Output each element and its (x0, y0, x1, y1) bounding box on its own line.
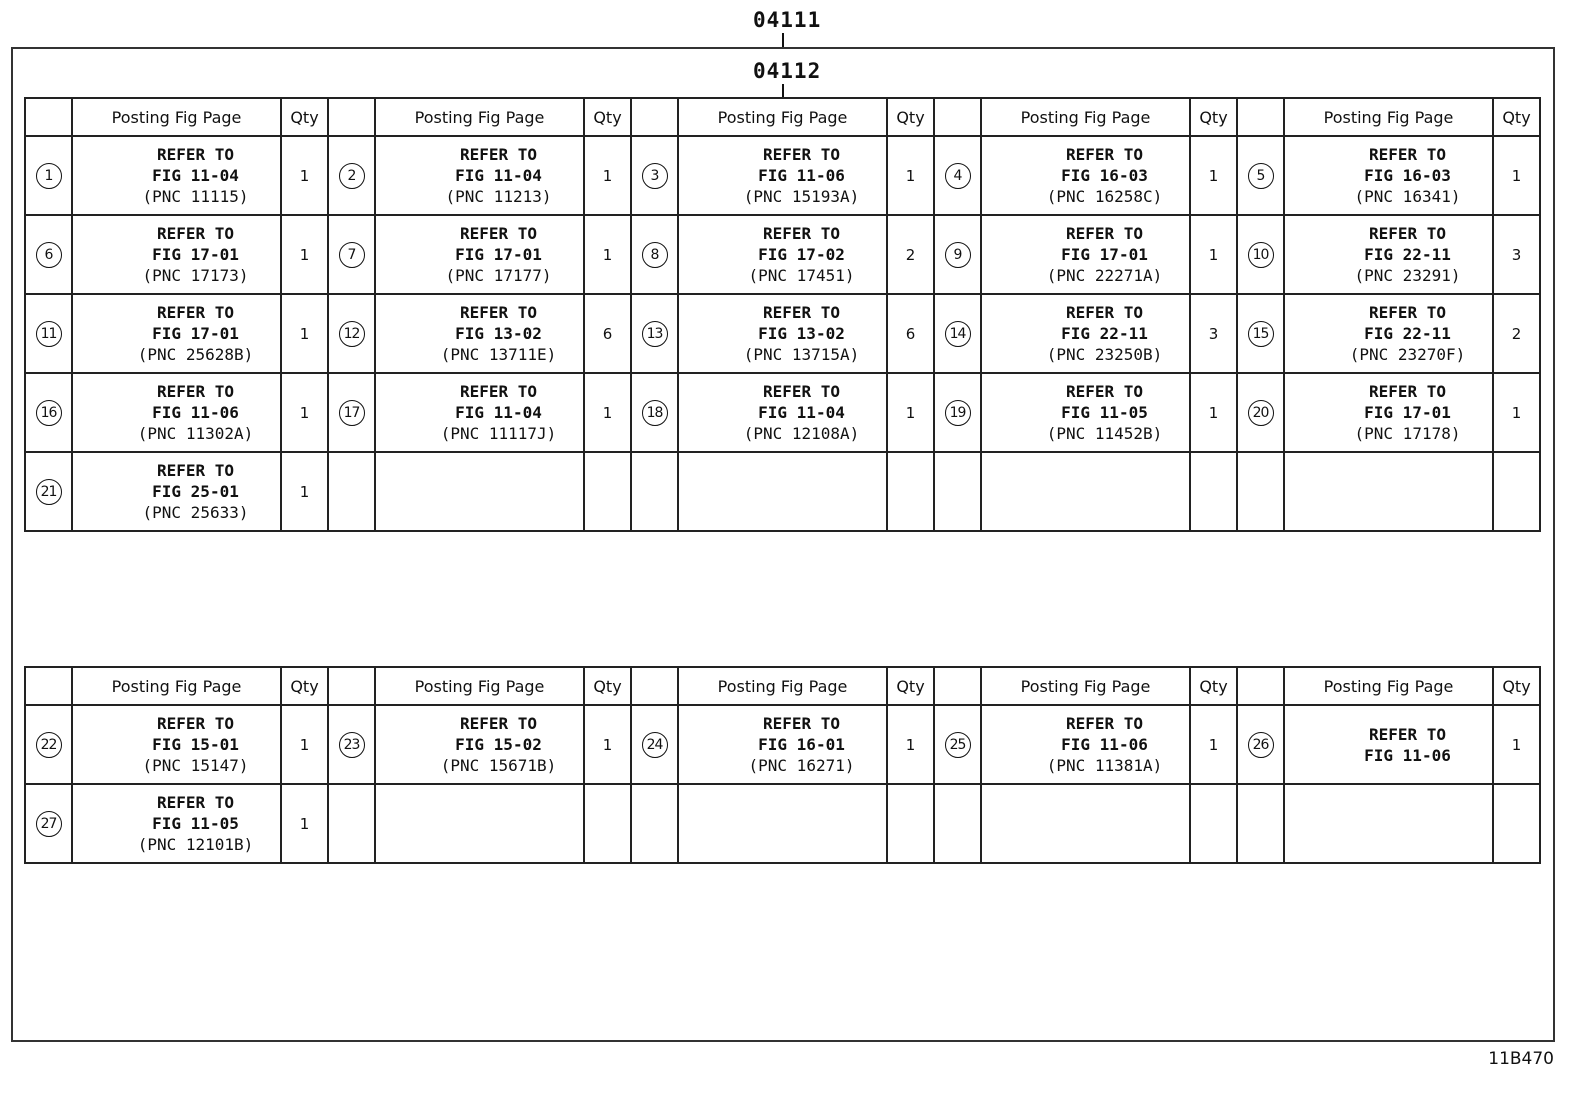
header-qty: Qty (281, 98, 328, 136)
fig-ref-text: FIG 11-06 (152, 403, 239, 422)
item-number-cell (1237, 215, 1284, 294)
qty-value: 1 (1511, 403, 1522, 422)
pnc-text: (PNC 15671B) (440, 756, 557, 775)
item-number-badge: 25 (945, 732, 971, 758)
fig-ref-text: FIG 22-11 (1364, 245, 1451, 264)
refer-to-text: REFER TO (459, 303, 538, 322)
item-number-cell (631, 215, 678, 294)
table-row (25, 452, 1540, 531)
pnc-text: (PNC 25633) (142, 503, 249, 522)
qty-value: 1 (1208, 166, 1219, 185)
qty-value: 1 (299, 166, 310, 185)
header-qty: Qty (1493, 667, 1540, 705)
item-number-badge: 14 (945, 321, 971, 347)
item-number-badge: 17 (339, 400, 365, 426)
qty-cell (584, 452, 631, 531)
qty-cell (584, 373, 631, 452)
item-number-cell (25, 452, 72, 531)
pnc-text: (PNC 23250B) (1046, 345, 1163, 364)
refer-to-text: REFER TO (156, 145, 235, 164)
qty-value: 1 (299, 324, 310, 343)
qty-value: 1 (299, 245, 310, 264)
header-fig: Posting Fig Page (1284, 98, 1493, 136)
posting-fig-cell (72, 136, 281, 215)
item-number-cell (934, 136, 981, 215)
posting-fig-cell (375, 452, 584, 531)
qty-value: 1 (1208, 735, 1219, 754)
posting-fig-cell (981, 452, 1190, 531)
item-number-cell (1237, 373, 1284, 452)
fig-ref-text: FIG 17-01 (1364, 403, 1451, 422)
fig-ref-text: FIG 11-04 (152, 166, 239, 185)
refer-to-text: REFER TO (156, 224, 235, 243)
pnc-text: (PNC 11213) (445, 187, 552, 206)
item-number-cell (25, 373, 72, 452)
item-number-cell (328, 373, 375, 452)
table-row (25, 373, 1540, 452)
posting-fig-cell (1284, 705, 1493, 784)
qty-cell (1190, 452, 1237, 531)
posting-fig-cell (375, 215, 584, 294)
posting-fig-cell (72, 452, 281, 531)
pnc-text: (PNC 16271) (748, 756, 855, 775)
fig-ref-text: FIG 17-01 (1061, 245, 1148, 264)
refer-to-text: REFER TO (762, 145, 841, 164)
header-fig: Posting Fig Page (72, 98, 281, 136)
item-number-badge: 5 (1248, 163, 1274, 189)
qty-value: 6 (905, 324, 916, 343)
qty-cell (1190, 215, 1237, 294)
item-number-badge: 8 (642, 242, 668, 268)
fig-ref-text: FIG 13-02 (455, 324, 542, 343)
item-number-cell (631, 373, 678, 452)
item-number-badge: 7 (339, 242, 365, 268)
posting-fig-cell (72, 215, 281, 294)
qty-cell (281, 452, 328, 531)
header-num-cell (631, 667, 678, 705)
pnc-text: (PNC 12108A) (743, 424, 860, 443)
item-number-badge: 9 (945, 242, 971, 268)
header-fig: Posting Fig Page (678, 667, 887, 705)
posting-fig-cell (678, 294, 887, 373)
item-number-cell (25, 215, 72, 294)
pnc-text: (PNC 11115) (142, 187, 249, 206)
qty-cell (1493, 784, 1540, 863)
item-number-cell (1237, 705, 1284, 784)
fig-ref-text: FIG 11-06 (1061, 735, 1148, 754)
pnc-text: (PNC 11452B) (1046, 424, 1163, 443)
fig-ref-text: FIG 17-02 (758, 245, 845, 264)
leader-line-04112 (782, 84, 784, 98)
posting-fig-cell (375, 136, 584, 215)
qty-value: 3 (1511, 245, 1522, 264)
fig-ref-text: FIG 16-03 (1061, 166, 1148, 185)
qty-cell (1493, 705, 1540, 784)
qty-value: 2 (905, 245, 916, 264)
leader-line-04111 (782, 33, 784, 48)
fig-ref-text: FIG 11-04 (758, 403, 845, 422)
posting-fig-cell (375, 294, 584, 373)
fig-ref-text: FIG 17-01 (455, 245, 542, 264)
qty-value: 1 (602, 403, 613, 422)
fig-ref-text: FIG 22-11 (1061, 324, 1148, 343)
fig-ref-text: FIG 16-01 (758, 735, 845, 754)
qty-value: 1 (1208, 403, 1219, 422)
refer-to-text: REFER TO (156, 714, 235, 733)
header-num-cell (328, 667, 375, 705)
item-number-badge: 22 (36, 732, 62, 758)
refer-to-text: REFER TO (762, 224, 841, 243)
item-number-cell (934, 294, 981, 373)
item-number-cell (1237, 452, 1284, 531)
pnc-text: (PNC 25628B) (137, 345, 254, 364)
qty-cell (584, 215, 631, 294)
posting-fig-cell (1284, 136, 1493, 215)
pnc-text: (PNC 15147) (142, 756, 249, 775)
qty-value: 1 (1511, 166, 1522, 185)
fig-ref-text: FIG 22-11 (1364, 324, 1451, 343)
figure-id: 11B470 (1488, 1049, 1554, 1069)
item-number-cell (25, 136, 72, 215)
item-number-cell (934, 452, 981, 531)
posting-fig-cell (1284, 452, 1493, 531)
item-number-badge: 18 (642, 400, 668, 426)
header-fig: Posting Fig Page (72, 667, 281, 705)
item-number-cell (328, 452, 375, 531)
refer-to-text: REFER TO (1368, 382, 1447, 401)
item-number-badge: 27 (36, 811, 62, 837)
fig-ref-text: FIG 11-06 (758, 166, 845, 185)
refer-to-text: REFER TO (762, 382, 841, 401)
header-qty: Qty (584, 667, 631, 705)
qty-cell (1493, 136, 1540, 215)
pnc-text: (PNC 11117J) (440, 424, 557, 443)
table-row (25, 215, 1540, 294)
header-fig: Posting Fig Page (375, 98, 584, 136)
pnc-text: (PNC 11381A) (1046, 756, 1163, 775)
assembly-label-04111: 04111 (753, 8, 822, 32)
qty-cell (584, 294, 631, 373)
item-number-cell (934, 705, 981, 784)
pnc-text: (PNC 17178) (1354, 424, 1461, 443)
posting-fig-cell (375, 705, 584, 784)
table-row (25, 705, 1540, 784)
posting-fig-cell (981, 294, 1190, 373)
item-number-cell (631, 784, 678, 863)
qty-value: 1 (299, 814, 310, 833)
posting-fig-cell (1284, 215, 1493, 294)
qty-cell (887, 136, 934, 215)
qty-cell (281, 784, 328, 863)
header-fig: Posting Fig Page (981, 667, 1190, 705)
header-qty: Qty (1190, 98, 1237, 136)
fig-ref-text: FIG 17-01 (152, 245, 239, 264)
pnc-text: (PNC 15193A) (743, 187, 860, 206)
qty-cell (281, 294, 328, 373)
refer-to-text: REFER TO (156, 382, 235, 401)
fig-ref-text: FIG 11-06 (1364, 745, 1451, 765)
pnc-text: (PNC 13711E) (440, 345, 557, 364)
qty-cell (887, 215, 934, 294)
posting-fig-cell (678, 784, 887, 863)
item-number-badge: 16 (36, 400, 62, 426)
item-number-cell (1237, 294, 1284, 373)
qty-value: 1 (1511, 735, 1522, 754)
fig-ref-text: FIG 15-02 (455, 735, 542, 754)
fig-ref-text: FIG 11-05 (1061, 403, 1148, 422)
header-fig: Posting Fig Page (678, 98, 887, 136)
item-number-badge: 12 (339, 321, 365, 347)
posting-fig-cell (1284, 294, 1493, 373)
refer-to-text: REFER TO (459, 714, 538, 733)
item-number-badge: 21 (36, 479, 62, 505)
header-num-cell (934, 667, 981, 705)
header-qty: Qty (1493, 98, 1540, 136)
item-number-cell (631, 294, 678, 373)
refer-to-text: REFER TO (1368, 145, 1447, 164)
qty-value: 1 (299, 482, 310, 501)
qty-cell (1190, 373, 1237, 452)
refer-to-text: REFER TO (1368, 224, 1447, 243)
header-qty: Qty (584, 98, 631, 136)
pnc-text: (PNC 17173) (142, 266, 249, 285)
item-number-badge: 13 (642, 321, 668, 347)
item-number-cell (1237, 136, 1284, 215)
qty-value: 2 (1511, 324, 1522, 343)
item-number-badge: 2 (339, 163, 365, 189)
refer-to-text: REFER TO (1065, 303, 1144, 322)
posting-fig-cell (72, 784, 281, 863)
qty-value: 1 (602, 735, 613, 754)
qty-value: 1 (602, 245, 613, 264)
item-number-cell (934, 215, 981, 294)
qty-cell (281, 705, 328, 784)
refer-to-text: REFER TO (459, 145, 538, 164)
posting-fig-cell (1284, 784, 1493, 863)
qty-cell (887, 784, 934, 863)
item-number-badge: 15 (1248, 321, 1274, 347)
posting-fig-cell (981, 705, 1190, 784)
item-number-cell (631, 452, 678, 531)
qty-cell (1493, 452, 1540, 531)
qty-cell (1493, 294, 1540, 373)
qty-value: 1 (905, 166, 916, 185)
item-number-cell (631, 705, 678, 784)
qty-cell (281, 215, 328, 294)
header-num-cell (1237, 98, 1284, 136)
header-num-cell (1237, 667, 1284, 705)
refer-to-text: REFER TO (156, 461, 235, 480)
refer-to-text: REFER TO (459, 382, 538, 401)
pnc-text: (PNC 23291) (1354, 266, 1461, 285)
item-number-cell (328, 215, 375, 294)
refer-to-text: REFER TO (1065, 382, 1144, 401)
header-num-cell (25, 667, 72, 705)
qty-value: 1 (299, 403, 310, 422)
item-number-cell (25, 705, 72, 784)
header-qty: Qty (887, 98, 934, 136)
posting-fig-cell (678, 136, 887, 215)
refer-to-text: REFER TO (156, 793, 235, 812)
fig-ref-text: FIG 25-01 (152, 482, 239, 501)
item-number-cell (328, 136, 375, 215)
refer-to-text: REFER TO (1065, 224, 1144, 243)
qty-cell (887, 373, 934, 452)
item-number-cell (25, 294, 72, 373)
posting-fig-cell (678, 215, 887, 294)
refer-to-text: REFER TO (1065, 714, 1144, 733)
item-number-badge: 23 (339, 732, 365, 758)
qty-cell (887, 705, 934, 784)
item-number-cell (1237, 784, 1284, 863)
qty-cell (281, 373, 328, 452)
item-number-badge: 6 (36, 242, 62, 268)
fig-ref-text: FIG 17-01 (152, 324, 239, 343)
header-num-cell (25, 98, 72, 136)
qty-value: 1 (905, 403, 916, 422)
table-row (25, 784, 1540, 863)
item-number-badge: 11 (36, 321, 62, 347)
item-number-cell (934, 784, 981, 863)
qty-cell (281, 136, 328, 215)
item-number-badge: 3 (642, 163, 668, 189)
upper-parts-table (24, 97, 1541, 532)
header-row (25, 667, 1540, 705)
refer-to-text: REFER TO (762, 303, 841, 322)
refer-to-text: REFER TO (156, 303, 235, 322)
table-row (25, 136, 1540, 215)
header-num-cell (934, 98, 981, 136)
posting-fig-cell (981, 215, 1190, 294)
qty-value: 3 (1208, 324, 1219, 343)
refer-to-text: REFER TO (1065, 145, 1144, 164)
qty-cell (1190, 294, 1237, 373)
item-number-cell (328, 784, 375, 863)
fig-ref-text: FIG 11-05 (152, 814, 239, 833)
qty-cell (1493, 215, 1540, 294)
qty-cell (887, 452, 934, 531)
item-number-cell (25, 784, 72, 863)
posting-fig-cell (981, 784, 1190, 863)
refer-to-text: REFER TO (762, 714, 841, 733)
item-number-badge: 10 (1248, 242, 1274, 268)
fig-ref-text: FIG 16-03 (1364, 166, 1451, 185)
item-number-cell (328, 705, 375, 784)
pnc-text: (PNC 17451) (748, 266, 855, 285)
posting-fig-cell (72, 705, 281, 784)
pnc-text: (PNC 17177) (445, 266, 552, 285)
qty-cell (1190, 784, 1237, 863)
pnc-text: (PNC 13715A) (743, 345, 860, 364)
qty-cell (584, 705, 631, 784)
qty-value: 6 (602, 324, 613, 343)
pnc-text: (PNC 16258C) (1046, 187, 1163, 206)
refer-to-text: REFER TO (1368, 303, 1447, 322)
pnc-text: (PNC 22271A) (1046, 266, 1163, 285)
lower-parts-table (24, 666, 1541, 864)
header-fig: Posting Fig Page (375, 667, 584, 705)
pnc-text: (PNC 11302A) (137, 424, 254, 443)
item-number-badge: 20 (1248, 400, 1274, 426)
header-num-cell (631, 98, 678, 136)
item-number-cell (631, 136, 678, 215)
header-qty: Qty (281, 667, 328, 705)
header-fig: Posting Fig Page (1284, 667, 1493, 705)
fig-ref-text: FIG 15-01 (152, 735, 239, 754)
header-qty: Qty (887, 667, 934, 705)
posting-fig-cell (678, 373, 887, 452)
header-fig: Posting Fig Page (981, 98, 1190, 136)
qty-cell (1493, 373, 1540, 452)
pnc-text: (PNC 23270F) (1349, 345, 1466, 364)
fig-ref-text: FIG 11-04 (455, 166, 542, 185)
refer-to-text: REFER TO (1368, 724, 1447, 744)
qty-cell (1190, 705, 1237, 784)
qty-value: 1 (299, 735, 310, 754)
posting-fig-cell (981, 136, 1190, 215)
qty-value: 1 (905, 735, 916, 754)
item-number-badge: 4 (945, 163, 971, 189)
qty-cell (1190, 136, 1237, 215)
fig-ref-text: FIG 13-02 (758, 324, 845, 343)
qty-value: 1 (1208, 245, 1219, 264)
header-num-cell (328, 98, 375, 136)
item-number-cell (328, 294, 375, 373)
header-row (25, 98, 1540, 136)
item-number-badge: 19 (945, 400, 971, 426)
pnc-text: (PNC 16341) (1354, 187, 1461, 206)
posting-fig-cell (72, 373, 281, 452)
item-number-cell (934, 373, 981, 452)
item-number-badge: 1 (36, 163, 62, 189)
posting-fig-cell (375, 784, 584, 863)
posting-fig-cell (72, 294, 281, 373)
pnc-text: (PNC 12101B) (137, 835, 254, 854)
fig-ref-text: FIG 11-04 (455, 403, 542, 422)
qty-cell (584, 784, 631, 863)
qty-value: 1 (602, 166, 613, 185)
posting-fig-cell (981, 373, 1190, 452)
assembly-label-04112: 04112 (753, 59, 822, 83)
qty-cell (887, 294, 934, 373)
posting-fig-cell (1284, 373, 1493, 452)
qty-cell (584, 136, 631, 215)
header-qty: Qty (1190, 667, 1237, 705)
posting-fig-cell (678, 452, 887, 531)
posting-fig-cell (678, 705, 887, 784)
table-row (25, 294, 1540, 373)
refer-to-text: REFER TO (459, 224, 538, 243)
posting-fig-cell (375, 373, 584, 452)
item-number-badge: 24 (642, 732, 668, 758)
item-number-badge: 26 (1248, 732, 1274, 758)
